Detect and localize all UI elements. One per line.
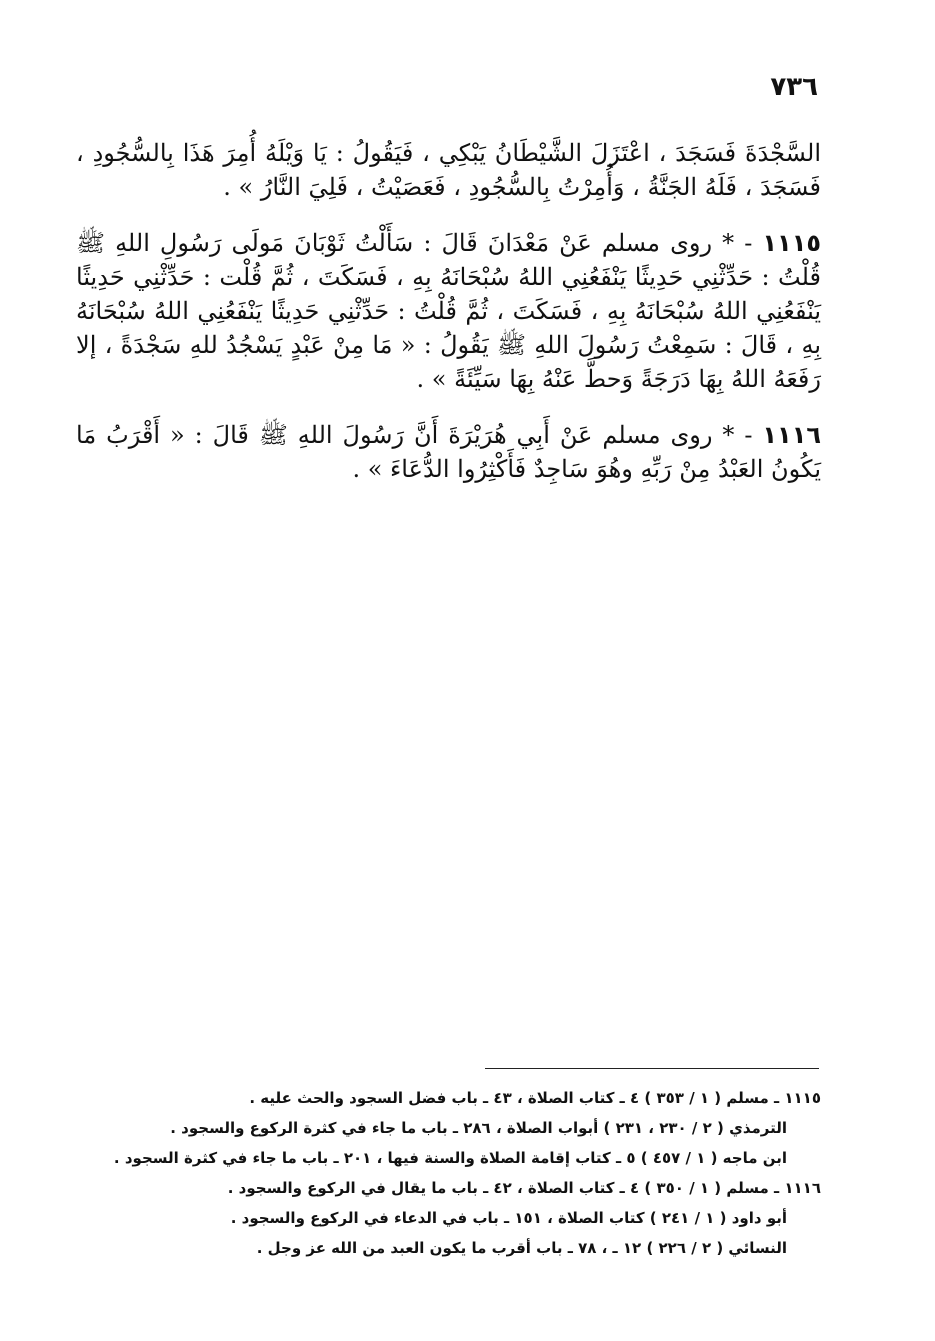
footnote-line: أبو داود ( ١ / ٢٤١ ) كتاب الصلاة ، ١٥١ ـ باب في الدعاء في الركوع والسجود . (230, 1209, 787, 1227)
footnote-line: ١١١٥ ـ مسلم ( ١ / ٣٥٣ ) ٤ ـ كتاب الصلاة ، ٤٣ ـ باب فضل السجود والحث عليه . (249, 1089, 821, 1107)
page-number: ٧٣٦ (770, 72, 818, 102)
hadith-number: ١١١٥ (762, 229, 821, 257)
footnote-line: الترمذي ( ٢ / ٢٣٠ ، ٢٣١ ) أبواب الصلاة ، ٢٨٦ ـ باب ما جاء في كثرة الركوع والسجود . (170, 1119, 787, 1137)
hadith-number: ١١١٦ (762, 421, 821, 449)
main-text (76, 136, 821, 486)
continuation-paragraph: السَّجْدَةَ فَسَجَدَ ، اعْتَزَلَ الشَّيْطَانُ يَبْكِي ، فَيَقُولُ : يَا وَيْلَهُ أُمِرَ هَذَا بِالسُّجُودِ ، فَسَجَدَ ، فَلَهُ الجَنَّةُ ، وَأُمِرْتُ بِالسُّجُودِ ، فَعَصَيْتُ ، فَلِيَ النَّارُ » . (76, 139, 821, 201)
hadith-paragraph (76, 226, 821, 396)
hadith-text: - * روى مسلم عَنْ مَعْدَانَ قَالَ : سَأَلْتُ ثَوْبَانَ مَولَى رَسُولِ اللهِ ﷺ قُلْتُ : حَدِّثْنِي حَدِيثًا يَنْفَعُنِي اللهُ سُبْحَانَهُ بِهِ ، فَسَكَتَ ، ثُمَّ قُلْت : حَدِّثْنِي حَدِيثًا يَنْفَعُنِي اللهُ سُبْحَانَهُ بِهِ ، فَسَكَتَ ، ثُمَّ قُلْتُ : حَدِّثْنِي حَدِيثًا يَنْفَعُنِي اللهُ سُبْحَانَهُ بِهِ ، قَالَ : سَمِعْتُ رَسُولَ اللهِ ﷺ يَقُولُ : « مَا مِنْ عَبْدٍ يَسْجُدُ للهِ سَجْدَةً ، إلا رَفَعَهُ اللهُ بِهَا دَرَجَةً وَحطَّ عَنْهُ بِهَا سَيِّئَةً » . (76, 229, 821, 393)
footnote-line: ١١١٦ ـ مسلم ( ١ / ٣٥٠ ) ٤ ـ كتاب الصلاة ، ٤٢ ـ باب ما يقال في الركوع والسجود . (227, 1179, 821, 1197)
footnote-line: ابن ماجه ( ١ / ٤٥٧ ) ٥ ـ كتاب إقامة الصلاة والسنة فيها ، ٢٠١ ـ باب ما جاء في كثرة السجود . (113, 1149, 787, 1167)
hadith-text: - * روى مسلم عَنْ أَبِي هُرَيْرَةَ أَنَّ رَسُولَ اللهِ ﷺ قَالَ : « أَقْرَبُ مَا يَكُونُ العَبْدُ مِنْ رَبِّهِ وهُوَ سَاجِدٌ فَأَكْثِرُوا الدُّعَاءَ » . (76, 421, 821, 483)
footnotes (113, 1083, 821, 1263)
footnote-line: النسائي ( ٢ / ٢٢٦ ) ١٢ ـ ، ٧٨ ـ باب أقرب ما يكون العبد من الله عز وجل . (256, 1239, 787, 1257)
hadith-paragraph (76, 418, 821, 486)
footnote-separator (485, 1068, 819, 1069)
